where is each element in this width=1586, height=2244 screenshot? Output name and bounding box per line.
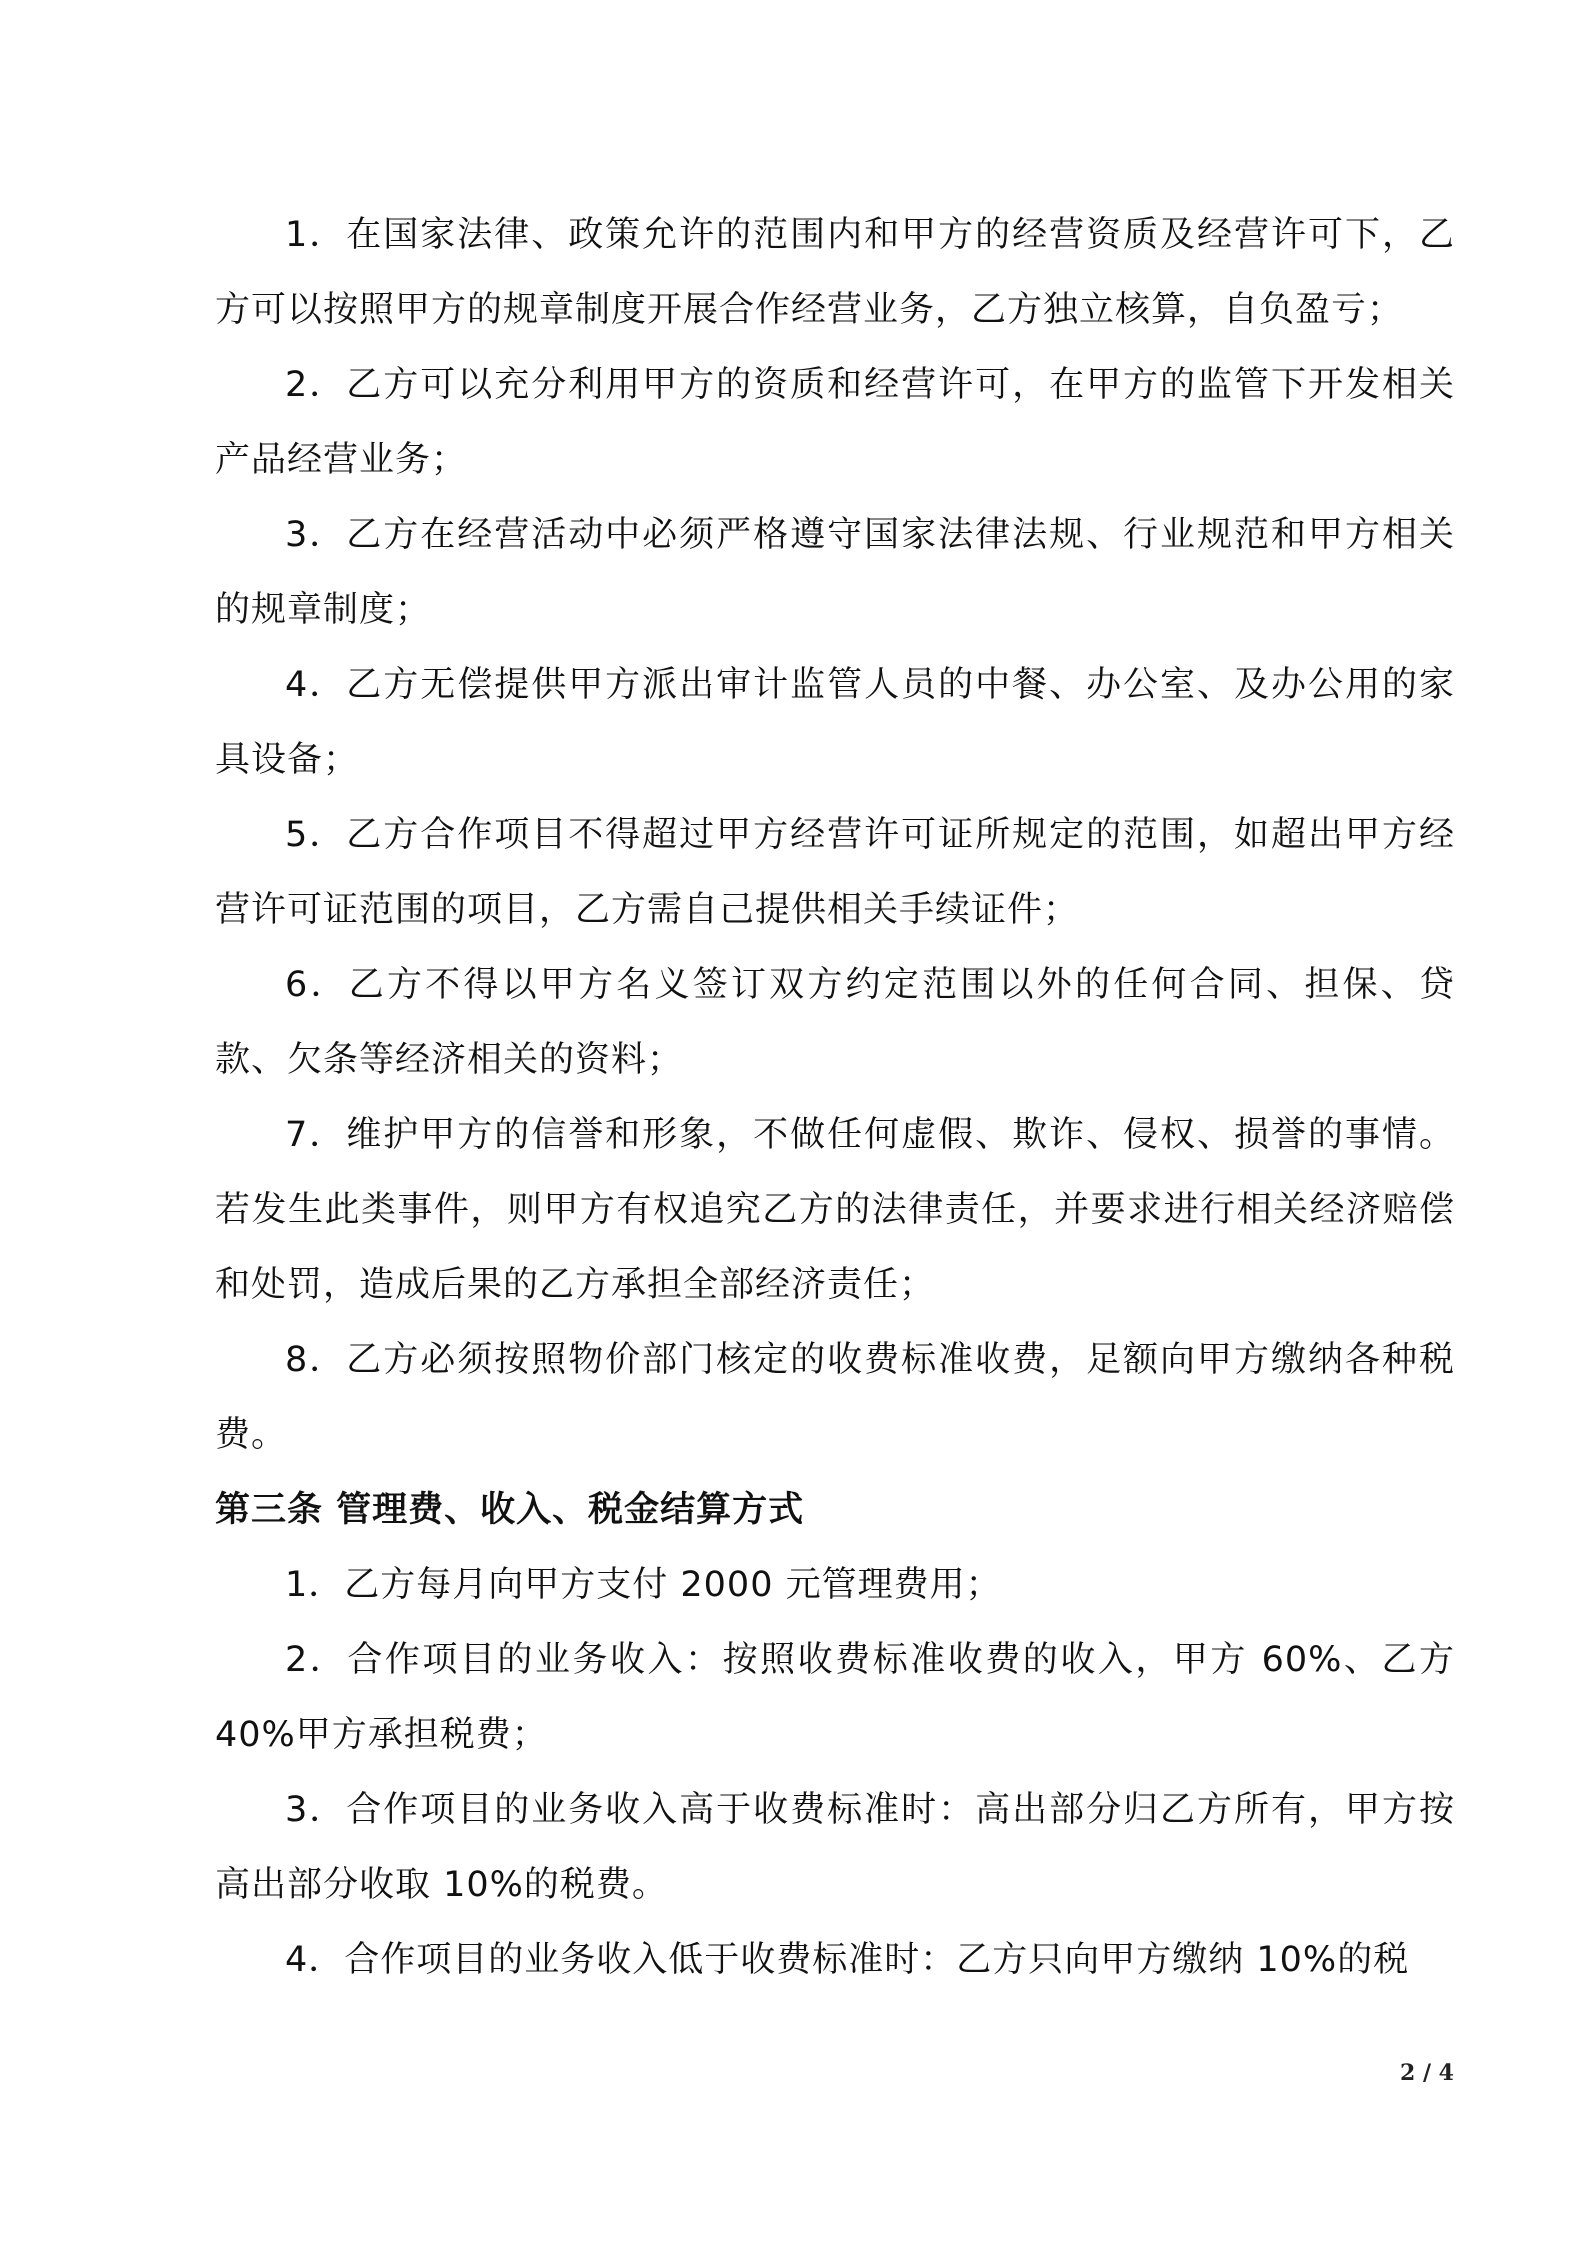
section-heading: 第三条 管理费、收入、税金结算方式 [215, 1490, 805, 1530]
document-body [215, 198, 1455, 1998]
clause-item-1: 1．在国家法律、政策允许的范围内和甲方的经营资质及经营许可下，乙方可以按照甲方的规章制度开展合作经营业务，乙方独立核算，自负盈亏； [215, 215, 1455, 330]
fee-item-2: 2．合作项目的业务收入：按照收费标准收费的收入，甲方 60%、乙方 40%甲方承担税费； [215, 1640, 1455, 1755]
fee-item-3: 3．合作项目的业务收入高于收费标准时：高出部分归乙方所有，甲方按高出部分收取 10%的税费。 [215, 1790, 1455, 1905]
page-number: 2 / 4 [1400, 2060, 1454, 2086]
clause-item-2: 2．乙方可以充分利用甲方的资质和经营许可，在甲方的监管下开发相关产品经营业务； [215, 365, 1455, 480]
clause-item-6: 6．乙方不得以甲方名义签订双方约定范围以外的任何合同、担保、贷款、欠条等经济相关的资料； [215, 965, 1455, 1080]
fee-item-1: 1．乙方每月向甲方支付 2000 元管理费用； [285, 1565, 1002, 1605]
clause-item-4: 4．乙方无偿提供甲方派出审计监管人员的中餐、办公室、及办公用的家具设备； [215, 665, 1455, 780]
clause-item-5: 5．乙方合作项目不得超过甲方经营许可证所规定的范围，如超出甲方经营许可证范围的项目，乙方需自己提供相关手续证件； [215, 815, 1455, 930]
clause-item-7: 7．维护甲方的信誉和形象，不做任何虚假、欺诈、侵权、损誉的事情。若发生此类事件，则甲方有权追究乙方的法律责任，并要求进行相关经济赔偿和处罚，造成后果的乙方承担全部经济责任； [215, 1115, 1455, 1305]
clause-item-8: 8．乙方必须按照物价部门核定的收费标准收费，足额向甲方缴纳各种税费。 [215, 1340, 1455, 1455]
fee-item-4: 4．合作项目的业务收入低于收费标准时：乙方只向甲方缴纳 10%的税 [285, 1940, 1410, 1980]
clause-item-3: 3．乙方在经营活动中必须严格遵守国家法律法规、行业规范和甲方相关的规章制度； [215, 515, 1455, 630]
